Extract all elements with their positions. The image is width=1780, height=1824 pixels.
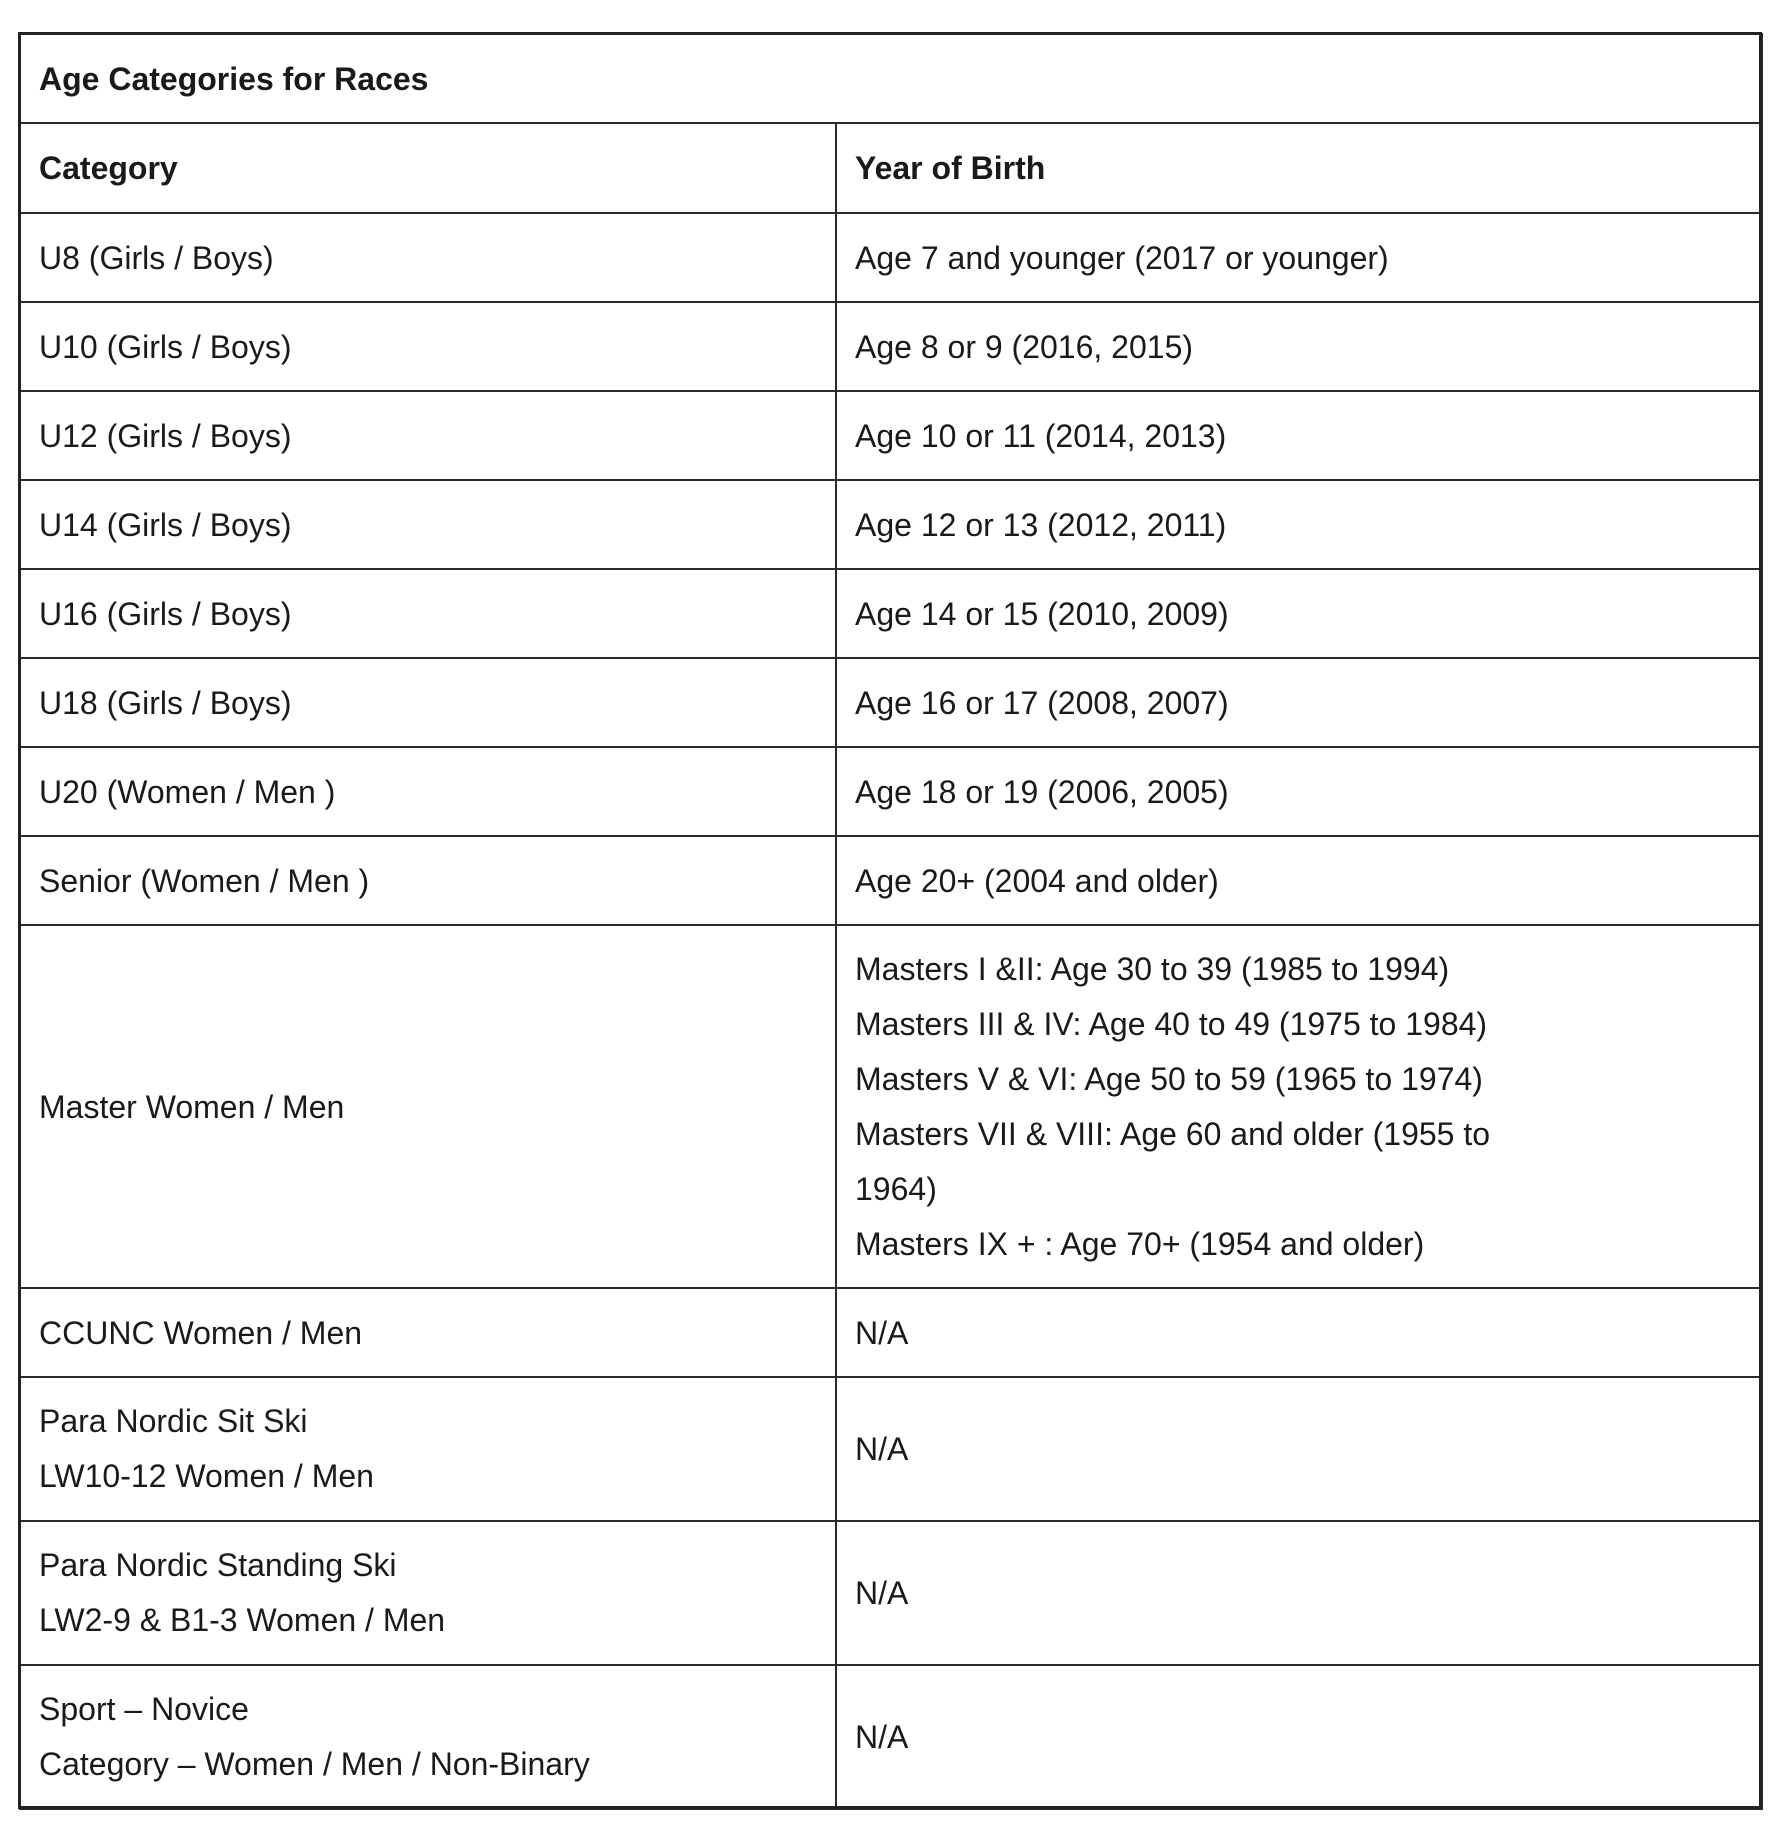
birth-cell [836, 480, 1762, 569]
table-title: Age Categories for Races [20, 34, 1762, 123]
category-text: U18 (Girls / Boys) [39, 684, 292, 721]
column-header-category: Category [20, 123, 836, 213]
category-text: Para Nordic Sit Ski [39, 1403, 308, 1439]
category-text: U8 (Girls / Boys) [39, 239, 274, 276]
category-cell [20, 480, 836, 569]
table-row [20, 1288, 1762, 1377]
column-header-year-of-birth: Year of Birth [836, 123, 1762, 213]
birth-text: Age 10 or 11 (2014, 2013) [855, 417, 1227, 454]
birth-cell [836, 1521, 1762, 1665]
category-cell [20, 925, 836, 1288]
table-row [20, 1521, 1762, 1665]
birth-text: Age 16 or 17 (2008, 2007) [855, 684, 1229, 721]
table-header-row [20, 123, 1762, 213]
birth-cell [836, 658, 1762, 747]
category-text: Para Nordic Standing Ski [39, 1547, 397, 1583]
birth-text: N/A [855, 1719, 909, 1755]
masters-line: Masters III & IV: Age 40 to 49 (1975 to 1984) [855, 1005, 1488, 1042]
birth-cell [836, 391, 1762, 480]
birth-text: Age 14 or 15 (2010, 2009) [855, 595, 1229, 632]
table-title-row [20, 34, 1762, 123]
category-cell [20, 1521, 836, 1665]
table-row [20, 836, 1762, 925]
birth-cell [836, 747, 1762, 836]
age-categories-table [19, 33, 1763, 1810]
category-cell [20, 569, 836, 658]
table-row [20, 925, 1762, 1288]
category-cell [20, 1665, 836, 1809]
table-row [20, 480, 1762, 569]
birth-text: Age 8 or 9 (2016, 2015) [855, 328, 1194, 365]
birth-text: Age 18 or 19 (2006, 2005) [855, 773, 1229, 810]
category-cell [20, 1288, 836, 1377]
category-text: CCUNC Women / Men [39, 1314, 363, 1351]
table-row [20, 1377, 1762, 1521]
table-row [20, 747, 1762, 836]
category-text: LW2-9 & B1-3 Women / Men [39, 1602, 446, 1638]
masters-line: Masters VII & VIII: Age 60 and older (1955 to [855, 1115, 1491, 1152]
birth-text: Age 20+ (2004 and older) [855, 862, 1219, 899]
category-cell [20, 391, 836, 480]
category-cell [20, 836, 836, 925]
category-lines [39, 1394, 817, 1504]
masters-line: Masters IX + : Age 70+ (1954 and older) [855, 1225, 1425, 1262]
category-cell [20, 747, 836, 836]
table-row [20, 391, 1762, 480]
category-text: U20 (Women / Men ) [39, 773, 336, 810]
birth-cell [836, 302, 1762, 391]
category-text: U10 (Girls / Boys) [39, 328, 292, 365]
table-row [20, 569, 1762, 658]
birth-text: Age 12 or 13 (2012, 2011) [855, 506, 1227, 543]
masters-line: 1964) [855, 1170, 937, 1207]
birth-cell [836, 213, 1762, 302]
birth-cell [836, 1288, 1762, 1377]
birth-cell [836, 569, 1762, 658]
category-text: Senior (Women / Men ) [39, 862, 370, 899]
category-lines [39, 1538, 817, 1648]
category-lines [39, 1682, 817, 1792]
category-text: U12 (Girls / Boys) [39, 417, 292, 454]
masters-line: Masters I &II: Age 30 to 39 (1985 to 1994) [855, 950, 1450, 987]
table-row [20, 213, 1762, 302]
category-text: U16 (Girls / Boys) [39, 595, 292, 632]
category-text: Category – Women / Men / Non-Binary [39, 1746, 590, 1782]
birth-text: N/A [855, 1431, 909, 1467]
table-row [20, 1665, 1762, 1809]
birth-cell [836, 1665, 1762, 1809]
table-row [20, 658, 1762, 747]
category-text: LW10-12 Women / Men [39, 1458, 374, 1494]
category-cell [20, 213, 836, 302]
category-cell [20, 302, 836, 391]
birth-text: N/A [855, 1314, 909, 1351]
table-row [20, 302, 1762, 391]
birth-text: N/A [855, 1575, 909, 1611]
masters-list [855, 942, 1743, 1272]
category-text: Sport – Novice [39, 1691, 249, 1727]
birth-cell [836, 1377, 1762, 1521]
masters-line: Masters V & VI: Age 50 to 59 (1965 to 1974) [855, 1060, 1483, 1097]
category-cell [20, 658, 836, 747]
category-text: Master Women / Men [39, 1088, 345, 1125]
birth-cell [836, 836, 1762, 925]
category-cell [20, 1377, 836, 1521]
birth-text: Age 7 and younger (2017 or younger) [855, 239, 1389, 276]
category-text: U14 (Girls / Boys) [39, 506, 292, 543]
birth-cell [836, 925, 1762, 1288]
